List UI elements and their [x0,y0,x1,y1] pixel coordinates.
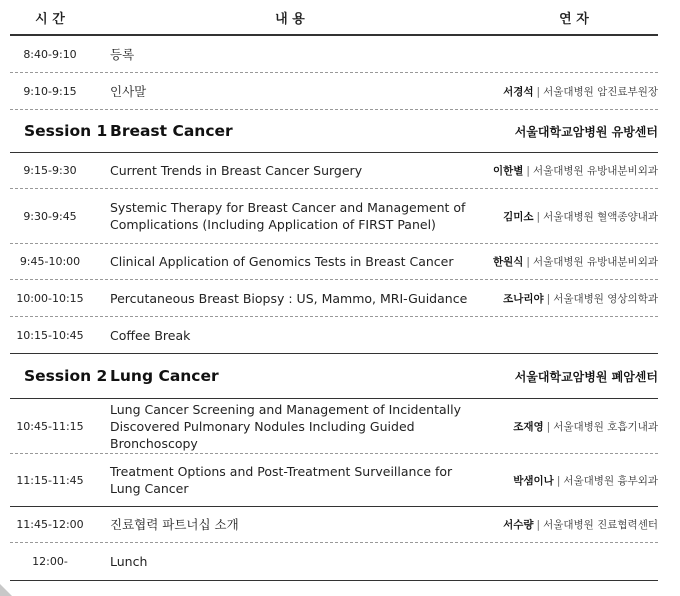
speaker-affiliation: 서울대병원 혈액종양내과 [543,210,658,223]
speaker [482,254,658,269]
speaker-name: 한원식 [492,256,524,268]
time-slot: 10:45-11:15 [16,419,84,433]
speaker-name: 조나리야 [503,292,544,305]
time-slot: 10:00-10:15 [16,291,84,305]
page-corner-decoration [0,584,12,596]
talk-title: Clinical Application of Genomics Tests in Breast Cancer [110,254,454,269]
speaker-affiliation: 서울대병원 유방내분비외과 [532,256,658,268]
program-row [10,244,658,280]
speaker-affiliation: 서울대병원 유방내분비외과 [532,165,658,177]
speaker-separator: | [536,210,541,223]
program-table [10,0,658,581]
speaker-separator: | [546,292,551,305]
time-slot: 9:10-9:15 [23,84,77,98]
talk-title: 등록 [110,46,135,62]
speaker-separator: | [526,256,530,268]
talk-title: Coffee Break [110,327,191,343]
speaker-affiliation: 서울대병원 진료협력센터 [543,519,658,531]
speaker [482,84,658,99]
speaker-affiliation: 서울대병원 호흡기내과 [553,420,658,433]
program-row [10,454,658,507]
speaker-separator: | [536,85,541,98]
talk-title: Current Trends in Breast Cancer Surgery [110,163,363,178]
speaker [482,419,658,434]
speaker-separator: | [536,519,541,531]
program-row [10,543,658,581]
time-slot: 9:15-9:30 [23,164,77,177]
session-number: Session 2 [24,367,108,385]
speaker-name: 조재영 [513,420,544,433]
session-title: Lung Cancer [110,367,219,385]
session-row [10,354,658,399]
speaker-separator: | [546,420,551,433]
speaker-name: 서경석 [503,85,534,98]
speaker-affiliation: 서울대병원 흉부외과 [563,474,658,487]
speaker-name: 서수량 [503,519,534,531]
time-slot: 9:45-10:00 [19,255,81,268]
session-organizer: 서울대학교암병원 폐암센터 [514,369,658,384]
speaker [482,473,658,488]
session-title: Breast Cancer [110,122,233,140]
speaker [482,517,658,532]
header-speaker: 연 자 [559,11,589,27]
program-row [10,73,658,110]
talk-title: Percutaneous Breast Biopsy : US, Mammo, MRI-Guidance [110,290,468,306]
speaker-separator: | [526,165,530,177]
speaker-separator: | [556,474,561,487]
talk-title: Treatment Options and Post-Treatment Surveillance for Lung Cancer [110,464,453,496]
time-slot: 11:45-12:00 [16,518,84,531]
table-header [10,0,658,36]
program-rows [10,36,658,581]
program-row [10,153,658,189]
time-slot: 10:15-10:45 [16,328,84,342]
program-row [10,280,658,317]
header-time: 시 간 [35,11,65,27]
program-row [10,507,658,543]
talk-title: 진료협력 파트너십 소개 [110,517,239,532]
session-organizer: 서울대학교암병원 유방센터 [514,124,658,139]
time-slot: 12:00- [32,555,68,568]
speaker-name: 박샘이나 [513,474,554,487]
speaker-affiliation: 서울대병원 영상의학과 [553,292,658,305]
program-row [10,399,658,454]
time-slot: 9:30-9:45 [23,209,77,223]
talk-title: Systemic Therapy for Breast Cancer and Management of Complications (Including Application of FIRST Panel) [110,200,466,232]
session-row [10,110,658,153]
speaker [482,291,658,306]
talk-title: 인사말 [110,83,147,99]
speaker-name: 김미소 [503,210,534,223]
program-row [10,36,658,73]
header-content: 내 용 [275,11,305,27]
time-slot: 11:15-11:45 [16,473,84,487]
session-number: Session 1 [24,122,108,140]
speaker [482,209,658,224]
time-slot: 8:40-9:10 [23,47,77,61]
program-row [10,189,658,244]
speaker [482,163,658,178]
talk-title: Lunch [110,554,148,569]
speaker-name: 이한별 [492,165,524,177]
speaker-affiliation: 서울대병원 암진료부원장 [543,85,658,98]
program-row [10,317,658,354]
talk-title: Lung Cancer Screening and Management of Incidentally Discovered Pulmonary Nodules Including Guided Bronchoscopy [110,401,461,451]
